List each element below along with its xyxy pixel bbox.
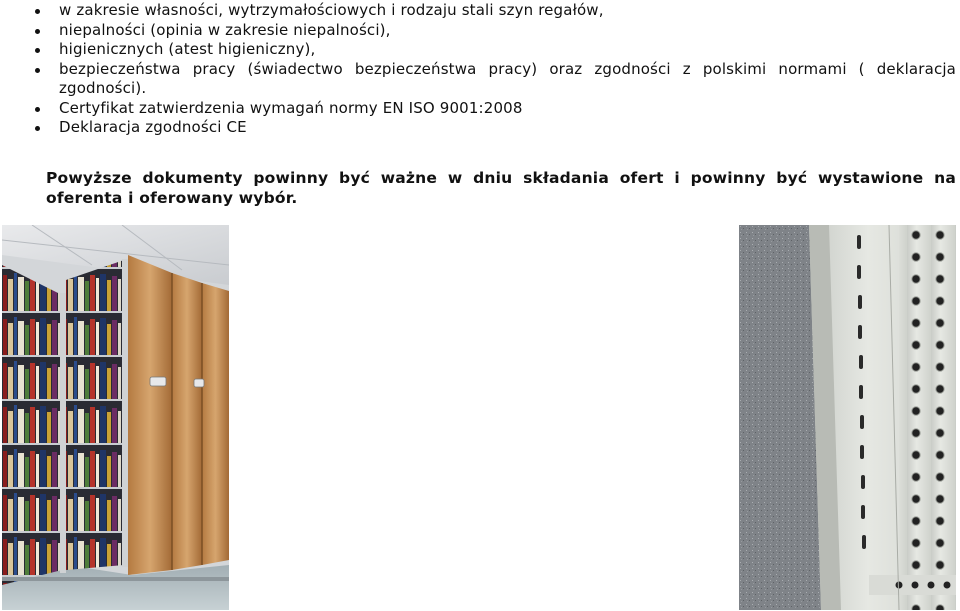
list-item bbox=[0, 40, 960, 60]
bullet-icon bbox=[35, 9, 40, 14]
list-item bbox=[0, 1, 960, 21]
requirements-list bbox=[0, 0, 960, 138]
validity-note: Powyższe dokumenty powinny być ważne w dniu składania ofert i powinny być wystawione na oferenta i oferowany wybór. bbox=[46, 168, 956, 207]
bullet-icon bbox=[35, 126, 40, 131]
shelf-upright-illustration bbox=[739, 225, 956, 610]
bullet-icon bbox=[35, 107, 40, 112]
list-item-text: niepalności (opinia w zakresie niepalności), bbox=[59, 20, 391, 39]
mobile-shelving-illustration bbox=[2, 225, 229, 610]
list-item-text: w zakresie własności, wytrzymałościowych i rodzaju stali szyn regałów, bbox=[59, 1, 604, 19]
list-item bbox=[0, 21, 960, 41]
list-item-text: Certyfikat zatwierdzenia wymagań normy EN ISO 9001:2008 bbox=[59, 98, 523, 117]
photo-mobile-shelving bbox=[2, 225, 229, 610]
list-item bbox=[0, 60, 960, 99]
list-item bbox=[0, 118, 960, 138]
list-item-text: bezpieczeństwa pracy (świadectwo bezpieczeństwa pracy) oraz zgodności z polskimi normami ( deklaracja zgodności). bbox=[59, 59, 956, 97]
bullet-icon bbox=[35, 68, 40, 73]
photo-shelf-upright bbox=[739, 225, 956, 610]
bullet-icon bbox=[35, 48, 40, 53]
list-item bbox=[0, 99, 960, 119]
bullet-icon bbox=[35, 29, 40, 34]
list-item-text: Deklaracja zgodności CE bbox=[59, 118, 247, 136]
list-item-text: higienicznych (atest higieniczny), bbox=[59, 40, 316, 58]
